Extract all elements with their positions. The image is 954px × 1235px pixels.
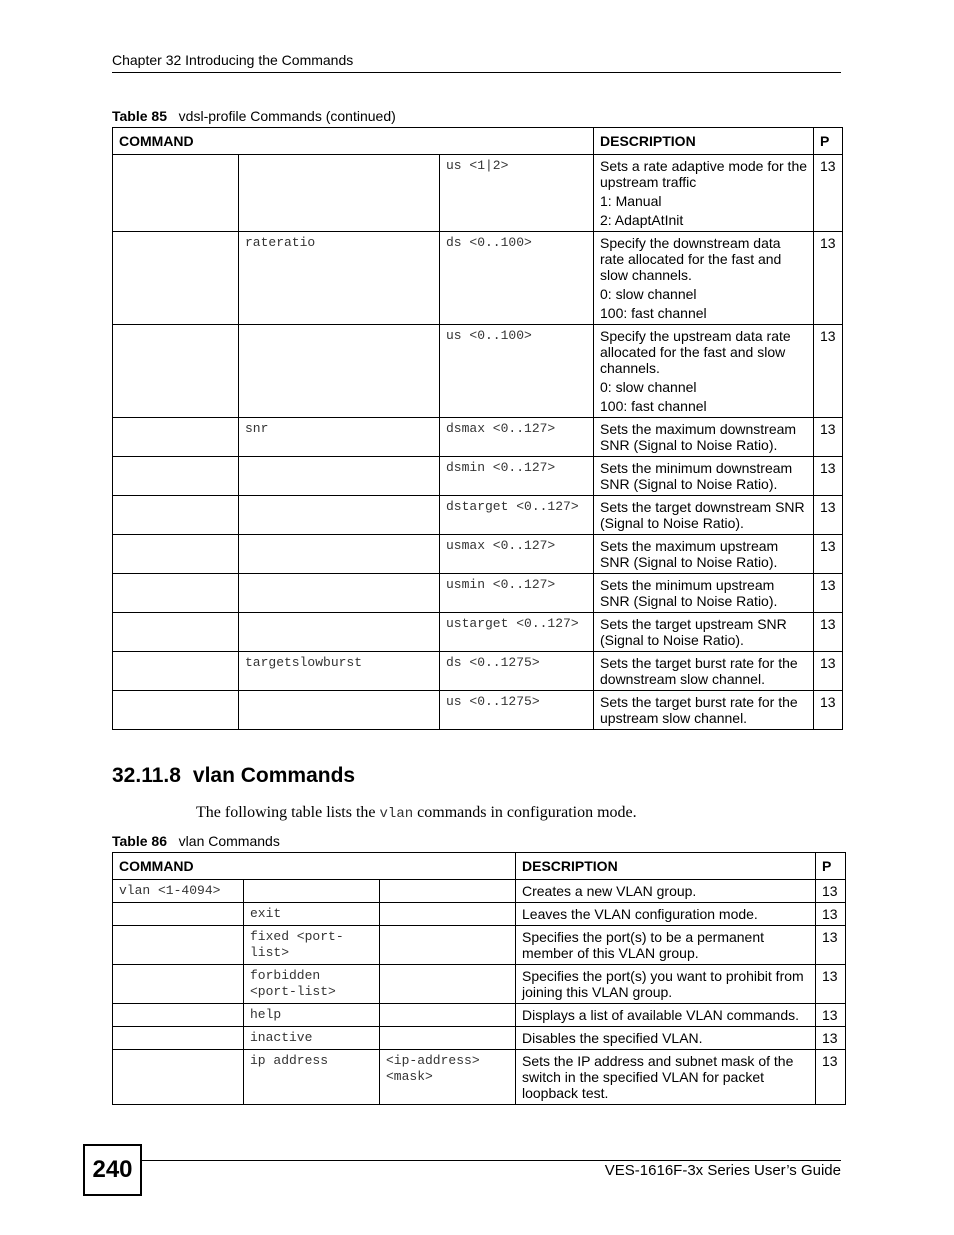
command-cell-2: targetslowburst (239, 652, 440, 691)
privilege-cell: 13 (814, 613, 843, 652)
description-line: Sets the target burst rate for the downstream slow channel. (600, 655, 798, 687)
command-cell-1 (113, 535, 239, 574)
description-line: Sets the minimum upstream SNR (Signal to Noise Ratio). (600, 577, 778, 609)
description-cell (516, 1027, 816, 1050)
command-cell-2 (239, 457, 440, 496)
description-line: 0: slow channel (600, 379, 697, 395)
command-cell-2: ip address (244, 1050, 380, 1105)
privilege-cell: 13 (814, 457, 843, 496)
privilege-cell: 13 (814, 155, 843, 232)
command-cell-3: usmin <0..127> (440, 574, 594, 613)
command-cell-2 (239, 535, 440, 574)
command-cell-3: us <1|2> (440, 155, 594, 232)
section-intro (196, 804, 637, 822)
command-cell-3: <ip-address> <mask> (380, 1050, 516, 1105)
command-cell-2: exit (244, 903, 380, 926)
command-cell-1 (113, 1027, 244, 1050)
command-cell-3: ds <0..1275> (440, 652, 594, 691)
description-cell (594, 325, 814, 418)
command-cell-1 (113, 1050, 244, 1105)
command-cell-1 (113, 652, 239, 691)
command-cell-2 (239, 613, 440, 652)
table-row (113, 574, 843, 613)
table-85-caption (112, 108, 396, 124)
command-cell-1 (113, 457, 239, 496)
command-cell-2: rateratio (239, 232, 440, 325)
description-cell (516, 1004, 816, 1027)
table-row (113, 903, 846, 926)
table-row (113, 652, 843, 691)
privilege-cell: 13 (816, 1027, 846, 1050)
command-cell-3 (380, 903, 516, 926)
description-header: DESCRIPTION (516, 853, 816, 880)
table-86-label: Table 86 (112, 833, 167, 849)
command-cell-3: us <0..100> (440, 325, 594, 418)
description-line: 0: slow channel (600, 286, 697, 302)
description-cell (516, 880, 816, 903)
privilege-cell: 13 (814, 574, 843, 613)
description-line: Sets the maximum upstream SNR (Signal to Noise Ratio). (600, 538, 779, 570)
description-line: Disables the specified VLAN. (522, 1030, 703, 1046)
table-row (113, 1027, 846, 1050)
table-86-body (113, 880, 846, 1105)
table-row (113, 457, 843, 496)
description-cell (594, 418, 814, 457)
privilege-cell: 13 (816, 903, 846, 926)
command-cell-3 (380, 965, 516, 1004)
description-line: Sets the IP address and subnet mask of the switch in the specified VLAN for packet loopback test. (522, 1053, 794, 1101)
description-cell (516, 903, 816, 926)
description-line: Displays a list of available VLAN commands. (522, 1007, 800, 1023)
privilege-cell: 13 (816, 926, 846, 965)
command-cell-1 (113, 1004, 244, 1027)
table-row (113, 1050, 846, 1105)
table-86-caption (112, 833, 280, 849)
section-title (112, 764, 355, 788)
table-row (113, 613, 843, 652)
command-cell-2: fixed <port-list> (244, 926, 380, 965)
command-cell-3: us <0..1275> (440, 691, 594, 730)
command-cell-1 (113, 965, 244, 1004)
privilege-cell: 13 (814, 418, 843, 457)
description-line: Sets the target downstream SNR (Signal to Noise Ratio). (600, 499, 805, 531)
command-cell-2: snr (239, 418, 440, 457)
description-line: Sets the target burst rate for the upstream slow channel. (600, 694, 798, 726)
table-row (113, 418, 843, 457)
description-cell (516, 926, 816, 965)
privilege-cell: 13 (816, 1004, 846, 1027)
command-cell-2 (239, 155, 440, 232)
table-row (113, 155, 843, 232)
table-row (113, 691, 843, 730)
intro-code: vlan (379, 806, 414, 822)
command-header: COMMAND (113, 128, 594, 155)
description-cell (594, 613, 814, 652)
privilege-cell: 13 (816, 1050, 846, 1105)
table-85-body (113, 155, 843, 730)
command-header: COMMAND (113, 853, 516, 880)
privilege-cell: 13 (814, 691, 843, 730)
privilege-cell: 13 (814, 325, 843, 418)
command-cell-1 (113, 155, 239, 232)
command-cell-3: dsmax <0..127> (440, 418, 594, 457)
command-cell-3 (380, 1004, 516, 1027)
description-cell (594, 155, 814, 232)
table-85-header-row (113, 128, 843, 155)
command-cell-2: inactive (244, 1027, 380, 1050)
description-line: Creates a new VLAN group. (522, 883, 697, 899)
description-cell (516, 965, 816, 1004)
p-header: P (816, 853, 846, 880)
table-86-header-row (113, 853, 846, 880)
command-cell-2 (239, 325, 440, 418)
command-cell-1 (113, 496, 239, 535)
table-row (113, 232, 843, 325)
command-cell-3: dstarget <0..127> (440, 496, 594, 535)
description-cell (516, 1050, 816, 1105)
description-cell (594, 691, 814, 730)
footer-rule (140, 1160, 841, 1161)
description-cell (594, 574, 814, 613)
section-number: 32.11.8 (112, 764, 181, 787)
command-cell-1 (113, 325, 239, 418)
page-number: 240 (83, 1144, 142, 1196)
command-cell-2 (244, 880, 380, 903)
privilege-cell: 13 (814, 652, 843, 691)
command-cell-3: usmax <0..127> (440, 535, 594, 574)
table-row (113, 325, 843, 418)
command-cell-1 (113, 691, 239, 730)
command-cell-3 (380, 880, 516, 903)
description-line: 1: Manual (600, 193, 662, 209)
description-line: 100: fast channel (600, 398, 707, 414)
command-cell-1 (113, 418, 239, 457)
command-cell-1 (113, 903, 244, 926)
description-line: Specifies the port(s) to be a permanent member of this VLAN group. (522, 929, 765, 961)
table-row (113, 965, 846, 1004)
chapter-header: Chapter 32 Introducing the Commands (112, 52, 354, 68)
description-line: Sets the maximum downstream SNR (Signal to Noise Ratio). (600, 421, 797, 453)
header-rule (112, 72, 841, 73)
command-cell-1 (113, 613, 239, 652)
description-cell (594, 535, 814, 574)
description-cell (594, 457, 814, 496)
description-line: 2: AdaptAtInit (600, 212, 684, 228)
command-cell-3: ustarget <0..127> (440, 613, 594, 652)
command-cell-2: help (244, 1004, 380, 1027)
privilege-cell: 13 (816, 880, 846, 903)
description-cell (594, 496, 814, 535)
intro-text-after: commands in configuration mode. (413, 804, 637, 821)
command-cell-3 (380, 1027, 516, 1050)
command-cell-2 (239, 691, 440, 730)
description-line: Leaves the VLAN configuration mode. (522, 906, 758, 922)
privilege-cell: 13 (816, 965, 846, 1004)
privilege-cell: 13 (814, 232, 843, 325)
command-cell-1: vlan <1-4094> (113, 880, 244, 903)
table-85-title: vdsl-profile Commands (continued) (178, 108, 396, 124)
description-line: Specify the downstream data rate allocated for the fast and slow channels. (600, 235, 782, 283)
section-heading: vlan Commands (192, 764, 356, 787)
description-header: DESCRIPTION (594, 128, 814, 155)
description-line: 100: fast channel (600, 305, 707, 321)
intro-text-before: The following table lists the (196, 804, 380, 821)
command-cell-3: ds <0..100> (440, 232, 594, 325)
description-line: Sets the minimum downstream SNR (Signal to Noise Ratio). (600, 460, 793, 492)
table-85 (112, 127, 843, 730)
table-85-label: Table 85 (112, 108, 167, 124)
table-row (113, 535, 843, 574)
command-cell-2: forbidden <port-list> (244, 965, 380, 1004)
description-line: Specifies the port(s) you want to prohibit from joining this VLAN group. (522, 968, 804, 1000)
command-cell-3: dsmin <0..127> (440, 457, 594, 496)
description-line: Specify the upstream data rate allocated for the fast and slow channels. (600, 328, 791, 376)
privilege-cell: 13 (814, 535, 843, 574)
table-86-title: vlan Commands (178, 833, 280, 849)
table-86 (112, 852, 846, 1105)
guide-title: VES-1616F-3x Series User’s Guide (604, 1162, 841, 1179)
description-cell (594, 652, 814, 691)
table-row (113, 926, 846, 965)
command-cell-2 (239, 496, 440, 535)
table-row (113, 496, 843, 535)
command-cell-1 (113, 926, 244, 965)
privilege-cell: 13 (814, 496, 843, 535)
p-header: P (814, 128, 843, 155)
description-cell (594, 232, 814, 325)
table-row (113, 880, 846, 903)
description-line: Sets the target upstream SNR (Signal to Noise Ratio). (600, 616, 787, 648)
table-row (113, 1004, 846, 1027)
command-cell-1 (113, 574, 239, 613)
description-line: Sets a rate adaptive mode for the upstream traffic (600, 158, 808, 190)
command-cell-3 (380, 926, 516, 965)
command-cell-2 (239, 574, 440, 613)
command-cell-1 (113, 232, 239, 325)
